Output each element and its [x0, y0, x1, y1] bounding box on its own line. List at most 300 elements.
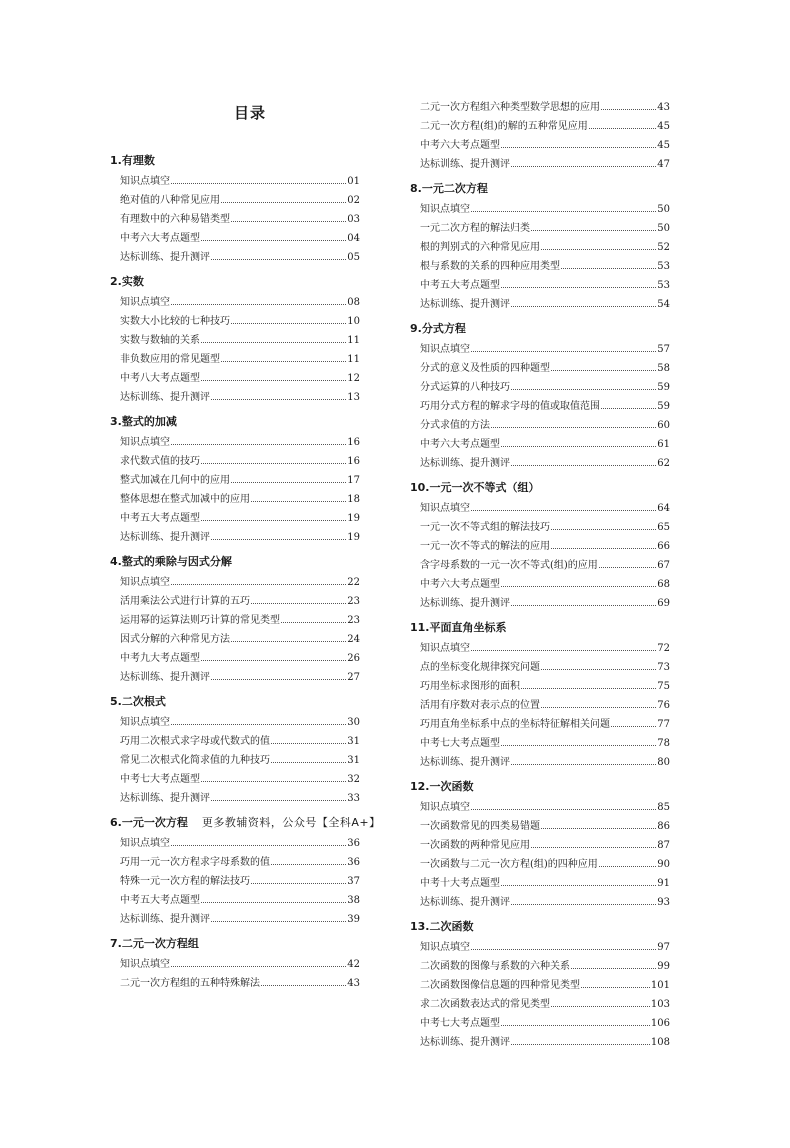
- toc-entry-label: 根与系数的关系的四种应用类型: [420, 261, 560, 272]
- toc-entry: [420, 874, 670, 893]
- dot-leader: [251, 603, 346, 604]
- dot-leader: [551, 548, 656, 549]
- toc-entry: [120, 872, 360, 891]
- toc-entry-label: 活用乘法公式进行计算的五巧: [120, 596, 250, 607]
- section-title-text: 13.二次函数: [410, 920, 474, 933]
- toc-entry-label: 绝对值的八种常见应用: [120, 195, 220, 206]
- toc-entry: [420, 817, 670, 836]
- toc-entry-label: 非负数应用的常见题型: [120, 354, 220, 365]
- dot-leader: [471, 211, 656, 212]
- dot-leader: [599, 567, 656, 568]
- toc-entry-label: 达标训练、提升测评: [420, 159, 510, 170]
- dot-leader: [171, 304, 346, 305]
- toc-entry: [420, 575, 670, 594]
- dot-leader: [171, 845, 346, 846]
- toc-entry: [420, 219, 670, 238]
- dot-leader: [541, 669, 656, 670]
- toc-entry-label: 分式的意义及性质的四种题型: [420, 363, 550, 374]
- toc-entry: [120, 452, 360, 471]
- toc-entry: [420, 639, 670, 658]
- toc-entry: [120, 471, 360, 490]
- toc-entry-page-number: 65: [657, 522, 670, 533]
- toc-entry-page-number: 72: [657, 643, 670, 654]
- dot-leader: [599, 866, 656, 867]
- dot-leader: [171, 966, 346, 967]
- toc-entry-label: 知识点填空: [120, 577, 170, 588]
- toc-entry-label: 分式求值的方法: [420, 420, 490, 431]
- toc-entry-label: 中考八大考点题型: [120, 373, 200, 384]
- toc-entry: [120, 350, 360, 369]
- toc-entry: [420, 836, 670, 855]
- dot-leader: [261, 985, 346, 986]
- toc-entry: [120, 528, 360, 547]
- toc-entry: [420, 98, 670, 117]
- toc-entry: [420, 416, 670, 435]
- toc-entry-page-number: 59: [657, 382, 670, 393]
- dot-leader: [491, 427, 656, 428]
- section-title: [410, 178, 670, 200]
- toc-entry-page-number: 73: [657, 662, 670, 673]
- toc-entry: [120, 751, 360, 770]
- dot-leader: [501, 1025, 650, 1026]
- toc-left-column: [110, 150, 381, 997]
- toc-entry-label: 达标训练、提升测评: [120, 793, 210, 804]
- toc-section: [110, 812, 381, 933]
- section-title-text: 6.一元一次方程: [110, 816, 188, 829]
- toc-entry-page-number: 53: [657, 280, 670, 291]
- toc-entry: [120, 891, 360, 910]
- dot-leader: [281, 622, 346, 623]
- toc-entry-label: 中考五大考点题型: [420, 280, 500, 291]
- toc-entry: [120, 630, 360, 649]
- section-title-text: 10.一元一次不等式（组）: [410, 481, 540, 494]
- dot-leader: [201, 240, 346, 241]
- toc-entry: [420, 155, 670, 174]
- dot-leader: [211, 800, 346, 801]
- dot-leader: [231, 641, 346, 642]
- toc-entry: [120, 312, 360, 331]
- toc-entry-label: 根的判别式的六种常见应用: [420, 242, 540, 253]
- toc-entry-page-number: 90: [657, 859, 670, 870]
- dot-leader: [589, 128, 656, 129]
- toc-entry: [120, 611, 360, 630]
- toc-entry-label: 知识点填空: [120, 297, 170, 308]
- dot-leader: [211, 399, 346, 400]
- dot-leader: [201, 660, 346, 661]
- toc-entry-page-number: 60: [657, 420, 670, 431]
- toc-entry-page-number: 86: [657, 821, 670, 832]
- toc-entry: [120, 293, 360, 312]
- toc-entry: [420, 276, 670, 295]
- dot-leader: [531, 230, 656, 231]
- toc-entry: [420, 397, 670, 416]
- toc-entry-page-number: 67: [657, 560, 670, 571]
- toc-entry: [420, 499, 670, 518]
- toc-entry-page-number: 23: [347, 615, 360, 626]
- toc-entry-page-number: 61: [657, 439, 670, 450]
- toc-entry-page-number: 58: [657, 363, 670, 374]
- toc-entry-page-number: 13: [347, 392, 360, 403]
- toc-entry-label: 达标训练、提升测评: [420, 1037, 510, 1048]
- dot-leader: [541, 828, 656, 829]
- dot-leader: [551, 370, 656, 371]
- section-title: [410, 477, 670, 499]
- dot-leader: [611, 726, 656, 727]
- toc-entry-label: 一元一次不等式的解法的应用: [420, 541, 550, 552]
- toc-entry-label: 一次函数常见的四类易错题: [420, 821, 540, 832]
- toc-entry: [120, 229, 360, 248]
- dot-leader: [531, 847, 656, 848]
- toc-entry: [420, 257, 670, 276]
- section-title: [410, 318, 670, 340]
- toc-entry-page-number: 04: [347, 233, 360, 244]
- toc-entry-page-number: 93: [657, 897, 670, 908]
- toc-entry-page-number: 33: [347, 793, 360, 804]
- toc-entry-label: 有理数中的六种易错类型: [120, 214, 230, 225]
- toc-entry-label: 知识点填空: [120, 717, 170, 728]
- toc-entry: [120, 210, 360, 229]
- dot-leader: [211, 679, 346, 680]
- toc-entry-label: 知识点填空: [420, 802, 470, 813]
- toc-entry: [120, 834, 360, 853]
- dot-leader: [201, 781, 346, 782]
- toc-entry-label: 达标训练、提升测评: [420, 598, 510, 609]
- dot-leader: [251, 501, 346, 502]
- toc-entry-page-number: 16: [347, 456, 360, 467]
- toc-entry: [120, 649, 360, 668]
- dot-leader: [231, 323, 346, 324]
- toc-entry-page-number: 02: [347, 195, 360, 206]
- section-title-text: 3.整式的加减: [110, 415, 177, 428]
- toc-entry-label: 达标训练、提升测评: [420, 299, 510, 310]
- section-title: [110, 933, 360, 955]
- toc-entry-page-number: 17: [347, 475, 360, 486]
- toc-entry: [420, 537, 670, 556]
- toc-entry-label: 达标训练、提升测评: [120, 252, 210, 263]
- toc-entry-page-number: 45: [657, 121, 670, 132]
- dot-leader: [501, 885, 656, 886]
- toc-entry-page-number: 101: [650, 980, 670, 991]
- toc-entry-page-number: 91: [657, 878, 670, 889]
- toc-entry-label: 求二次函数表达式的常见类型: [420, 999, 550, 1010]
- toc-entry: [420, 995, 670, 1014]
- section-title: [110, 150, 360, 172]
- toc-entry: [120, 490, 360, 509]
- toc-entry-label: 达标训练、提升测评: [120, 672, 210, 683]
- toc-entry: [120, 191, 360, 210]
- toc-entry-label: 中考六大考点题型: [120, 233, 200, 244]
- toc-entry-label: 中考十大考点题型: [420, 878, 500, 889]
- toc-entry: [420, 696, 670, 715]
- dot-leader: [201, 463, 346, 464]
- toc-entry-label: 中考六大考点题型: [420, 140, 500, 151]
- toc-entry-page-number: 31: [347, 736, 360, 747]
- toc-entry-page-number: 77: [657, 719, 670, 730]
- dot-leader: [521, 688, 656, 689]
- section-title-text: 7.二元一次方程组: [110, 937, 199, 950]
- toc-entry-page-number: 69: [657, 598, 670, 609]
- dot-leader: [171, 183, 346, 184]
- section-title-text: 8.一元二次方程: [410, 182, 488, 195]
- toc-entry: [420, 976, 670, 995]
- toc-entry: [420, 556, 670, 575]
- toc-entry-label: 达标训练、提升测评: [120, 914, 210, 925]
- toc-entry: [120, 388, 360, 407]
- toc-entry-page-number: 52: [657, 242, 670, 253]
- dot-leader: [541, 707, 656, 708]
- toc-entry-page-number: 11: [347, 335, 360, 346]
- dot-leader: [201, 342, 346, 343]
- dot-leader: [511, 605, 656, 606]
- toc-entry-label: 分式运算的八种技巧: [420, 382, 510, 393]
- toc-entry: [120, 573, 360, 592]
- toc-entry-label: 巧用坐标求图形的面积: [420, 681, 520, 692]
- toc-entry-label: 含字母系数的一元一次不等式(组)的应用: [420, 560, 598, 571]
- toc-entry-label: 中考六大考点题型: [420, 439, 500, 450]
- toc-entry-page-number: 11: [347, 354, 360, 365]
- toc-entry-page-number: 85: [657, 802, 670, 813]
- toc-entry-label: 常见二次根式化简求值的九种技巧: [120, 755, 270, 766]
- toc-entry: [420, 677, 670, 696]
- toc-section: [110, 551, 360, 691]
- dot-leader: [551, 529, 656, 530]
- toc-section: [410, 318, 670, 477]
- toc-entry-page-number: 26: [347, 653, 360, 664]
- toc-entry-label: 一元一次不等式组的解法技巧: [420, 522, 550, 533]
- section-title: [110, 411, 360, 433]
- toc-entry-page-number: 43: [657, 102, 670, 113]
- toc-entry-label: 中考五大考点题型: [120, 895, 200, 906]
- section-title-text: 12.一次函数: [410, 780, 474, 793]
- toc-entry: [420, 378, 670, 397]
- dot-leader: [601, 408, 656, 409]
- toc-entry-page-number: 08: [347, 297, 360, 308]
- toc-entry: [420, 734, 670, 753]
- toc-entry-page-number: 12: [347, 373, 360, 384]
- dot-leader: [501, 446, 656, 447]
- toc-entry-page-number: 57: [657, 344, 670, 355]
- toc-entry-label: 实数大小比较的七种技巧: [120, 316, 230, 327]
- toc-entry: [420, 454, 670, 473]
- toc-entry-label: 一次函数的两种常见应用: [420, 840, 530, 851]
- dot-leader: [511, 306, 656, 307]
- toc-entry-label: 一元二次方程的解法归类: [420, 223, 530, 234]
- toc-entry: [420, 893, 670, 912]
- toc-entry: [120, 955, 360, 974]
- toc-entry-label: 中考五大考点题型: [120, 513, 200, 524]
- toc-entry-page-number: 38: [347, 895, 360, 906]
- toc-entry-page-number: 03: [347, 214, 360, 225]
- toc-entry: [120, 592, 360, 611]
- section-title-text: 1.有理数: [110, 154, 155, 167]
- toc-entry-label: 二元一次方程组六种类型数学思想的应用: [420, 102, 600, 113]
- toc-entry: [120, 732, 360, 751]
- toc-entry-page-number: 103: [650, 999, 670, 1010]
- toc-entry: [420, 200, 670, 219]
- section-note: 更多教辅资料，公众号【全科A+】: [201, 816, 381, 829]
- dot-leader: [251, 883, 346, 884]
- toc-entry: [120, 369, 360, 388]
- dot-leader: [201, 520, 346, 521]
- toc-entry: [120, 172, 360, 191]
- toc-entry-page-number: 27: [347, 672, 360, 683]
- toc-entry: [120, 910, 360, 929]
- toc-entry-label: 中考九大考点题型: [120, 653, 200, 664]
- section-title-text: 9.分式方程: [410, 322, 466, 335]
- toc-entry-page-number: 47: [657, 159, 670, 170]
- toc-entry-label: 知识点填空: [420, 643, 470, 654]
- dot-leader: [201, 902, 346, 903]
- toc-entry-label: 知识点填空: [420, 344, 470, 355]
- toc-entry-label: 知识点填空: [420, 204, 470, 215]
- toc-entry-label: 中考七大考点题型: [420, 1018, 500, 1029]
- toc-entry: [420, 938, 670, 957]
- dot-leader: [471, 650, 656, 651]
- toc-entry-page-number: 23: [347, 596, 360, 607]
- dot-leader: [221, 202, 346, 203]
- toc-entry-page-number: 54: [657, 299, 670, 310]
- dot-leader: [471, 809, 656, 810]
- toc-entry-page-number: 30: [347, 717, 360, 728]
- toc-section: [110, 933, 360, 997]
- toc-entry-page-number: 10: [347, 316, 360, 327]
- toc-entry-label: 达标训练、提升测评: [420, 458, 510, 469]
- toc-entry-page-number: 99: [657, 961, 670, 972]
- toc-section: [410, 916, 670, 1056]
- dot-leader: [271, 864, 346, 865]
- section-title: [110, 271, 360, 293]
- toc-entry-label: 活用有序数对表示点的位置: [420, 700, 540, 711]
- toc-entry: [420, 518, 670, 537]
- section-title-text: 2.实数: [110, 275, 144, 288]
- toc-entry-label: 知识点填空: [420, 503, 470, 514]
- toc-entry-label: 整式加减在几何中的应用: [120, 475, 230, 486]
- toc-entry: [420, 435, 670, 454]
- toc-entry-page-number: 05: [347, 252, 360, 263]
- section-title-text: 11.平面直角坐标系: [410, 621, 507, 634]
- toc-entry-page-number: 19: [347, 513, 360, 524]
- toc-section: [410, 776, 670, 916]
- toc-entry-page-number: 24: [347, 634, 360, 645]
- toc-entry-label: 二次函数图像信息题的四种常见类型: [420, 980, 580, 991]
- toc-entry-label: 达标训练、提升测评: [120, 392, 210, 403]
- toc-entry-label: 中考七大考点题型: [420, 738, 500, 749]
- toc-entry: [420, 359, 670, 378]
- toc-entry: [120, 248, 360, 267]
- dot-leader: [271, 762, 346, 763]
- toc-entry-label: 求代数式值的技巧: [120, 456, 200, 467]
- dot-leader: [201, 380, 346, 381]
- toc-entry-page-number: 22: [347, 577, 360, 588]
- toc-entry: [420, 798, 670, 817]
- toc-entry: [120, 770, 360, 789]
- toc-entry-page-number: 45: [657, 140, 670, 151]
- dot-leader: [551, 1006, 650, 1007]
- toc-entry-label: 二次函数的图像与系数的六种关系: [420, 961, 570, 972]
- toc-entry: [120, 789, 360, 808]
- dot-leader: [271, 743, 346, 744]
- toc-entry-page-number: 97: [657, 942, 670, 953]
- dot-leader: [501, 147, 656, 148]
- toc-entry-page-number: 18: [347, 494, 360, 505]
- toc-entry-label: 运用幂的运算法则巧计算的常见类型: [120, 615, 280, 626]
- toc-entry: [420, 1014, 670, 1033]
- toc-entry-label: 巧用一元一次方程求字母系数的值: [120, 857, 270, 868]
- toc-section: [410, 178, 670, 318]
- toc-entry-page-number: 39: [347, 914, 360, 925]
- toc-entry-label: 知识点填空: [120, 838, 170, 849]
- dot-leader: [511, 465, 656, 466]
- toc-entry-page-number: 31: [347, 755, 360, 766]
- toc-entry-page-number: 66: [657, 541, 670, 552]
- dot-leader: [211, 539, 346, 540]
- dot-leader: [601, 109, 656, 110]
- toc-entry: [120, 331, 360, 350]
- section-title: [110, 812, 381, 834]
- toc-entry-label: 巧用分式方程的解求字母的值或取值范围: [420, 401, 600, 412]
- toc-entry: [420, 594, 670, 613]
- toc-entry-label: 二元一次方程(组)的解的五种常见应用: [420, 121, 588, 132]
- section-title: [110, 551, 360, 573]
- toc-entry-page-number: 62: [657, 458, 670, 469]
- toc-entry-page-number: 80: [657, 757, 670, 768]
- dot-leader: [171, 444, 346, 445]
- dot-leader: [501, 586, 656, 587]
- toc-entry-label: 点的坐标变化规律探究问题: [420, 662, 540, 673]
- dot-leader: [231, 221, 346, 222]
- toc-section: [410, 477, 670, 617]
- toc-entry-page-number: 42: [347, 959, 360, 970]
- section-title-text: 5.二次根式: [110, 695, 166, 708]
- toc-entry: [120, 509, 360, 528]
- toc-entry-page-number: 50: [657, 204, 670, 215]
- toc-section: [110, 411, 360, 551]
- toc-entry-label: 二元一次方程组的五种特殊解法: [120, 978, 260, 989]
- toc-entry-page-number: 75: [657, 681, 670, 692]
- toc-entry-page-number: 87: [657, 840, 670, 851]
- toc-entry-page-number: 43: [347, 978, 360, 989]
- dot-leader: [501, 287, 656, 288]
- toc-entry-page-number: 64: [657, 503, 670, 514]
- toc-entry: [420, 295, 670, 314]
- toc-entry-label: 知识点填空: [120, 437, 170, 448]
- toc-entry-label: 中考七大考点题型: [120, 774, 200, 785]
- toc-entry: [120, 433, 360, 452]
- toc-entry-label: 知识点填空: [120, 176, 170, 187]
- toc-entry: [120, 853, 360, 872]
- toc-entry-label: 中考六大考点题型: [420, 579, 500, 590]
- toc-entry-page-number: 19: [347, 532, 360, 543]
- section-title: [410, 617, 670, 639]
- toc-entry: [420, 340, 670, 359]
- dot-leader: [211, 259, 346, 260]
- toc-entry: [420, 658, 670, 677]
- toc-entry: [420, 117, 670, 136]
- toc-entry: [420, 136, 670, 155]
- toc-entry-page-number: 36: [347, 857, 360, 868]
- toc-entry-label: 巧用直角坐标系中点的坐标特征解相关问题: [420, 719, 610, 730]
- toc-entry-label: 因式分解的六种常见方法: [120, 634, 230, 645]
- toc-entry-page-number: 50: [657, 223, 670, 234]
- section-title-text: 4.整式的乘除与因式分解: [110, 555, 232, 568]
- toc-entry-label: 巧用二次根式求字母或代数式的值: [120, 736, 270, 747]
- dot-leader: [511, 389, 656, 390]
- toc-entry-page-number: 36: [347, 838, 360, 849]
- dot-leader: [511, 1044, 650, 1045]
- dot-leader: [561, 268, 656, 269]
- dot-leader: [171, 724, 346, 725]
- dot-leader: [471, 949, 656, 950]
